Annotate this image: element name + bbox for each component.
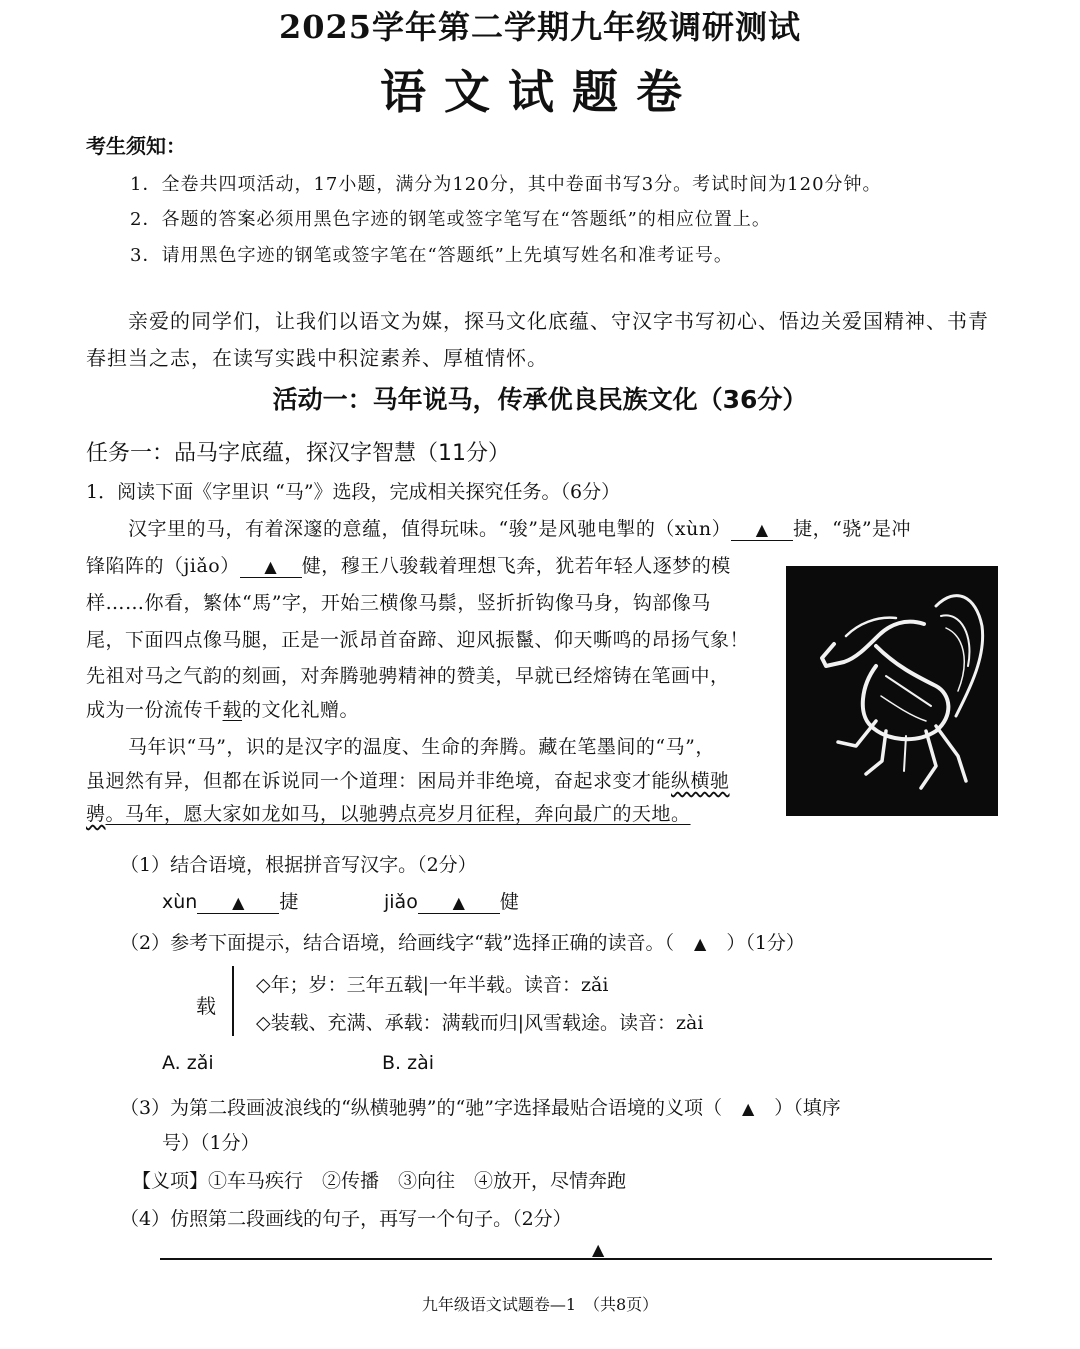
answer-blank [418, 891, 500, 914]
passage-text: 虽迥然有异，但都在诉说同一个道理：困局并非绝境，奋起求变才能 [86, 770, 672, 792]
page-footer: 九年级语文试题卷—1 （共8页） [421, 1295, 659, 1314]
option-b: B. zài [382, 1052, 435, 1074]
subquestion-3-stem [120, 1093, 841, 1120]
subquestion-4-stem: （4）仿照第二段画线的句子，再写一个句子。（2分） [120, 1208, 572, 1230]
passage-line: 马年识“马”，识的是汉字的温度、生命的奔腾。藏在笔墨间的“马”， [128, 736, 715, 758]
passage-text: 健，穆王八骏载着理想飞奔，犹若年轻人逐梦的模 [301, 555, 731, 577]
passage-text: 汉字里的马，有着深邃的意蕴，值得玩味。“骏”是风驰电掣的（xùn） [128, 518, 732, 540]
passage-text: 成为一份流传千 [86, 699, 223, 721]
passage-line [86, 799, 691, 826]
notice-item: 1．全卷共四项活动，17小题，满分为120分，其中卷面书写3分。考试时间为120分钟。 [130, 174, 882, 195]
passage-line [86, 766, 730, 793]
answer-blank [197, 891, 279, 914]
passage-text: 捷，“骁”是冲 [793, 518, 912, 540]
horse-illustration [786, 566, 998, 816]
paper-title: 语文试题卷 [380, 65, 700, 119]
answer-blank [731, 518, 793, 541]
answer-blank [240, 555, 302, 578]
question-1-stem: 1．阅读下面《字里识 “马”》选段，完成相关探究任务。（6分） [86, 481, 621, 503]
wavy-underlined-text: 骋 [86, 803, 106, 825]
char-after: 健 [499, 891, 519, 913]
meanings-list: 【义项】①车马疾行 ②传播 ③向往 ④放开，尽情奔跑 [132, 1170, 627, 1192]
pinyin-jiao: jiǎo [384, 891, 418, 913]
passage-line [86, 695, 359, 722]
triangle-icon: ▲ [452, 893, 465, 912]
answer-line [160, 1258, 992, 1260]
notice-heading: 考生须知： [86, 134, 186, 158]
passage-text: 的文化礼赠。 [242, 699, 360, 721]
pinyin-fill-row [384, 887, 519, 914]
subquestion-3-stem-cont: 号）（1分） [162, 1132, 260, 1154]
passage-line: 先祖对马之气韵的刻画，对奔腾驰骋精神的赞美，早就已经熔铸在笔画中， [86, 665, 730, 687]
passage-text: 锋陷阵的（jiǎo） [86, 555, 240, 577]
passage-line [128, 514, 911, 541]
triangle-icon: ▲ [694, 934, 707, 953]
passage-line [86, 551, 731, 578]
triangle-icon: ▲ [264, 557, 278, 576]
wavy-underlined-text: 纵横驰 [671, 770, 730, 792]
underlined-zai: 载 [222, 699, 243, 721]
task-heading: 任务一：品马字底蕴，探汉字智慧（11分） [86, 441, 510, 466]
triangle-icon: ▲ [592, 1240, 605, 1259]
option-a: A. zǎi [162, 1052, 214, 1074]
stem-text: ）（1分） [726, 932, 805, 954]
underlined-sentence: 。马年，愿大家如龙如马，以驰骋点亮岁月征程，奔向最广的天地。 [105, 803, 691, 825]
subquestion-2-stem [120, 928, 805, 955]
definition-line: ◇年；岁：三年五载|一年半载。读音：zǎi [256, 974, 609, 996]
brace-divider [232, 966, 234, 1036]
char-after: 捷 [279, 891, 299, 913]
stem-text: （2）参考下面提示，结合语境，给画线字“载”选择正确的读音。（ [120, 932, 675, 954]
exam-title: 2025学年第二学期九年级调研测试 [278, 8, 802, 46]
stem-text: （3）为第二段画波浪线的“纵横驰骋”的“驰”字选择最贴合语境的义项（ [120, 1097, 722, 1119]
triangle-icon: ▲ [755, 520, 769, 539]
intro-line: 亲爱的同学们，让我们以语文为媒，探马文化底蕴、守汉字书写初心、悟边关爱国精神、书青 [128, 309, 989, 333]
pinyin-xun: xùn [162, 891, 198, 913]
zai-character: 载 [196, 994, 216, 1018]
passage-line: 样……你看，繁体“馬”字，开始三横像马鬃，竖折折钩像马身，钩部像马 [86, 592, 711, 614]
definition-line: ◇装载、充满、承载：满载而归|风雪载途。读音：zài [256, 1012, 704, 1034]
pinyin-fill-row [162, 887, 298, 914]
subquestion-1-stem: （1）结合语境，根据拼音写汉字。（2分） [120, 854, 477, 876]
stem-text: ）（填序 [774, 1097, 841, 1119]
triangle-icon: ▲ [232, 893, 245, 912]
triangle-icon: ▲ [741, 1099, 755, 1118]
passage-line: 尾，下面四点像马腿，正是一派昂首奋蹄、迎风振鬣、仰天嘶鸣的昂扬气象！ [86, 629, 750, 651]
horse-icon [786, 566, 998, 816]
notice-item: 2．各题的答案必须用黑色字迹的钢笔或签字笔写在“答题纸”的相应位置上。 [130, 209, 771, 230]
intro-line: 春担当之志，在读写实践中积淀素养、厚植情怀。 [86, 346, 548, 370]
notice-item: 3．请用黑色字迹的钢笔或签字笔在“答题纸”上先填写姓名和准考证号。 [130, 245, 733, 266]
activity-heading: 活动一：马年说马，传承优良民族文化（36分） [272, 385, 808, 414]
